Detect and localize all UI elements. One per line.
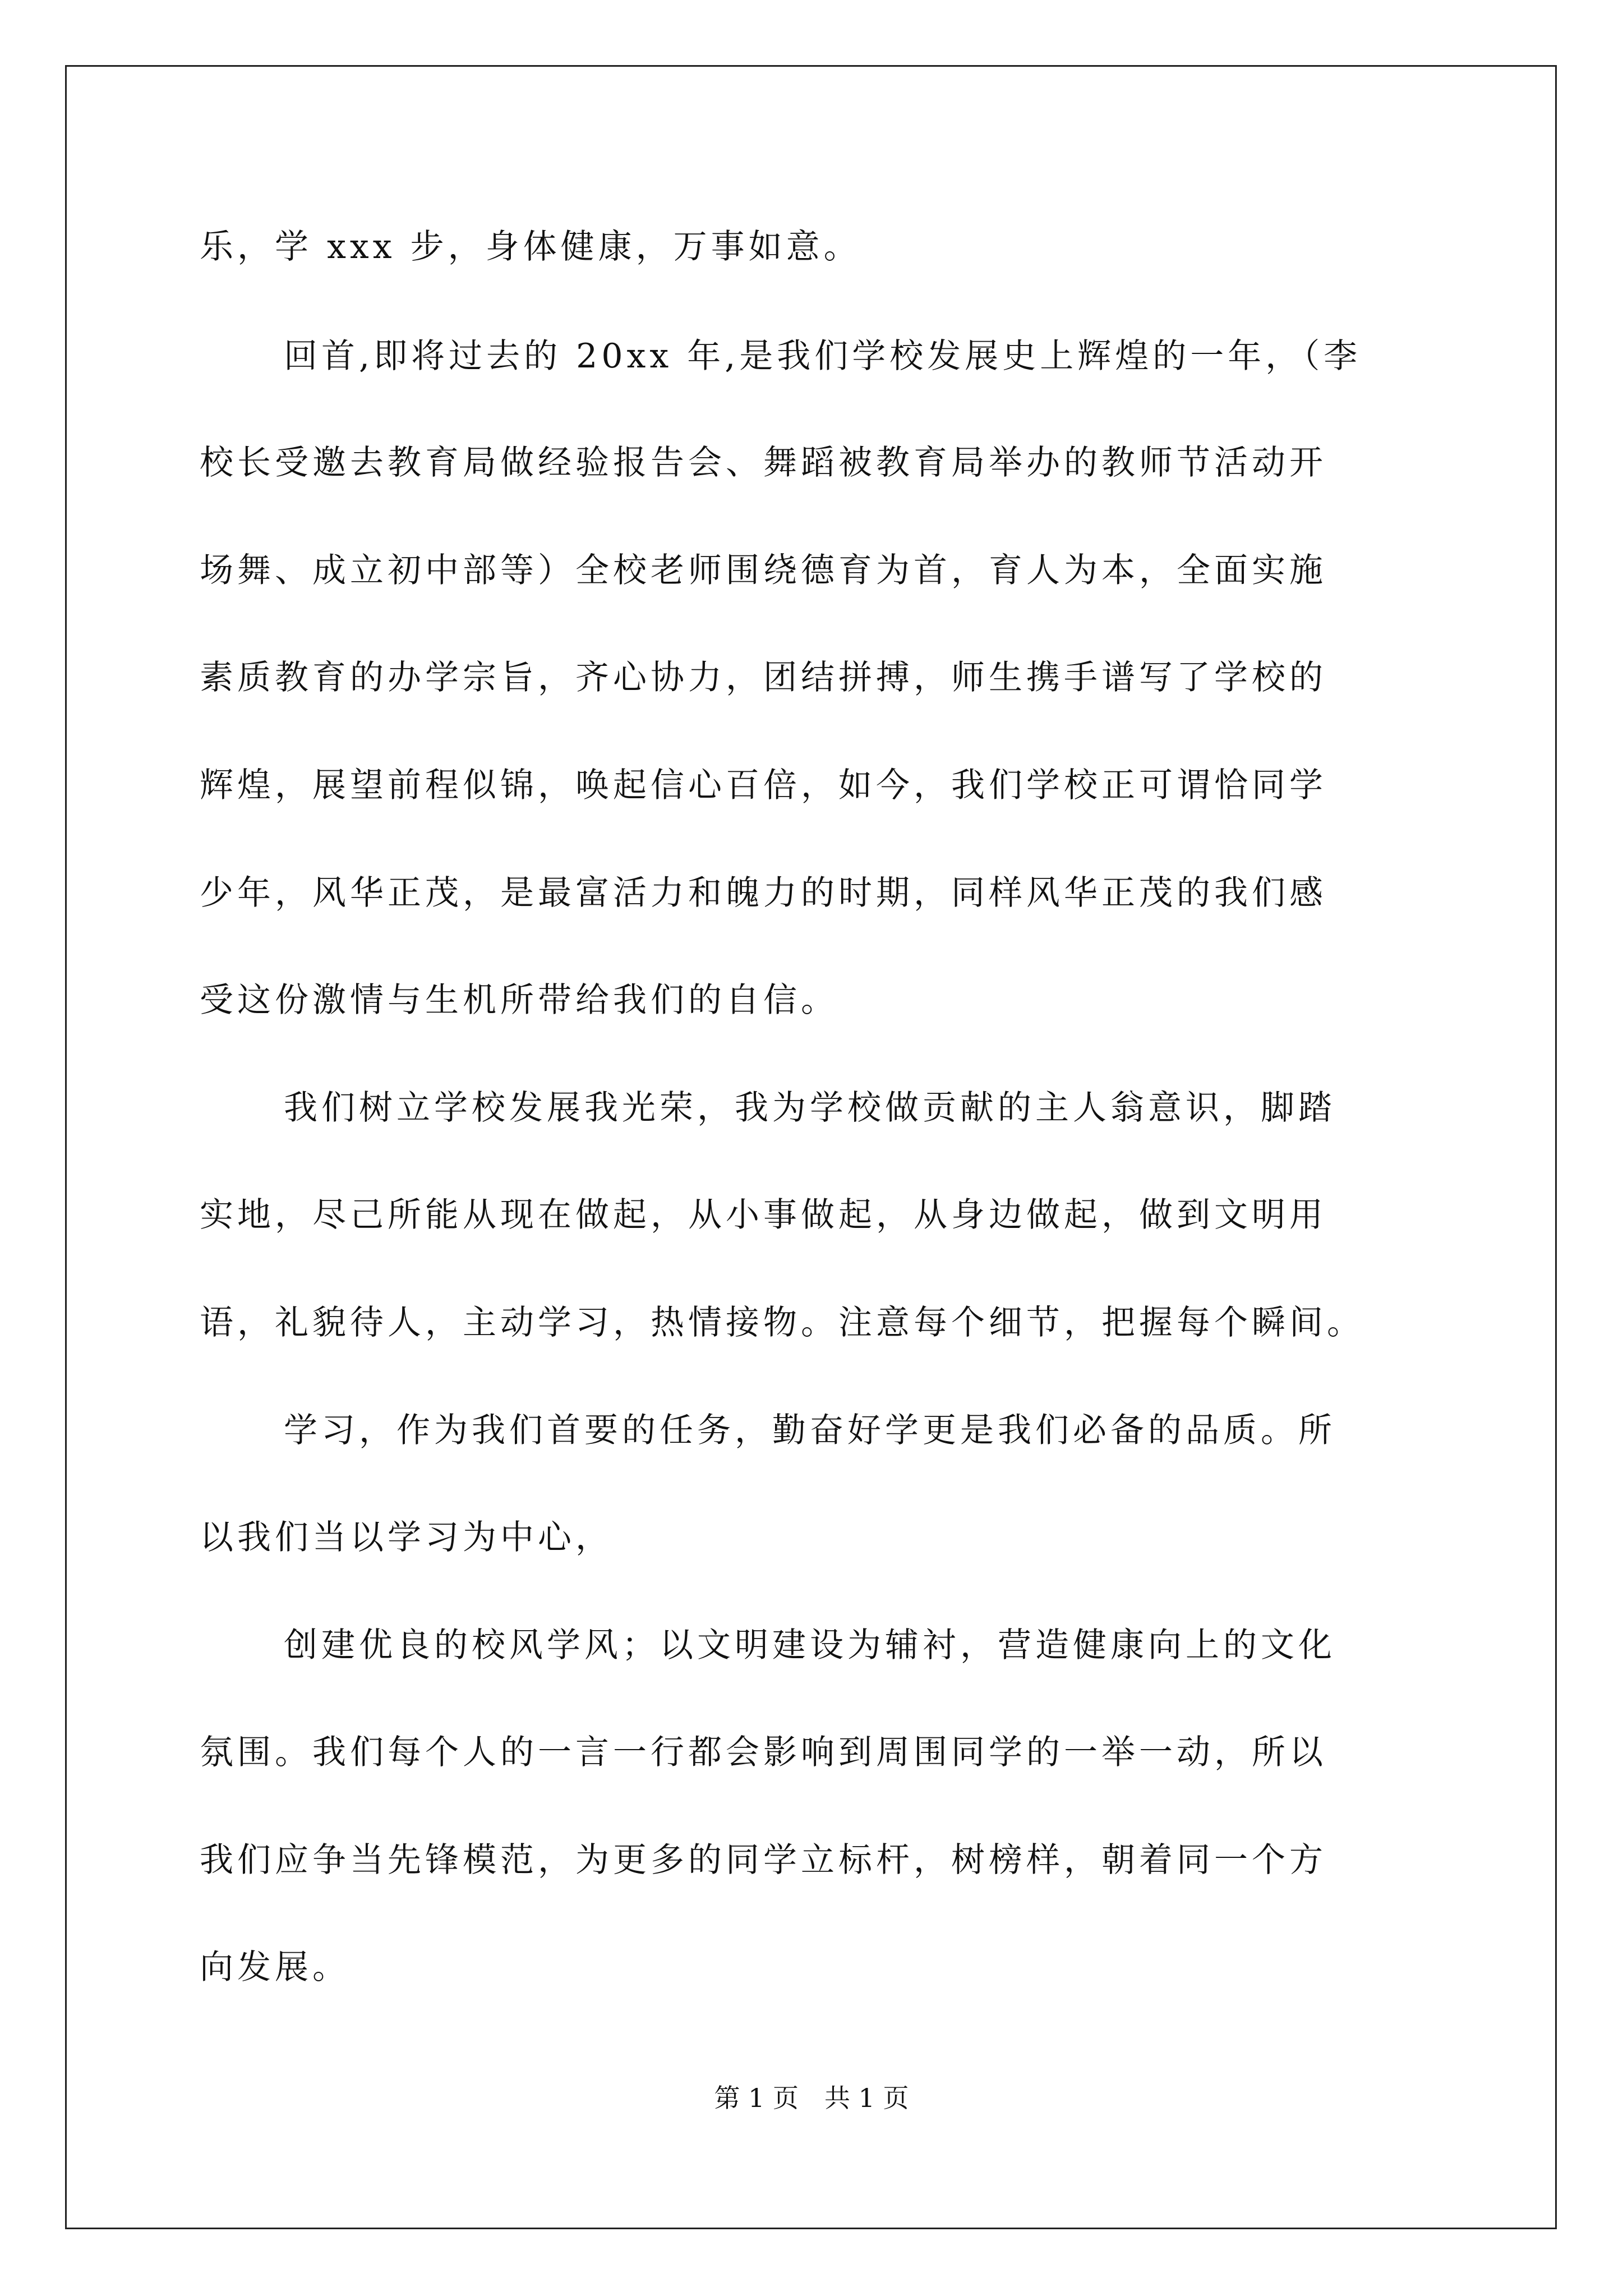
text-line-12: 学习，作为我们首要的任务，勤奋好学更是我们必备的品质。所 (284, 1411, 1336, 1450)
text-line-15: 氛围。我们每个人的一言一行都会影响到周围同学的一举一动，所以 (200, 1733, 1327, 1772)
text-line-14: 创建优良的校风学风；以文明建设为辅衬，营造健康向上的文化 (284, 1626, 1336, 1665)
text-line-13: 以我们当以学习为中心， (200, 1518, 613, 1557)
text-line-7: 少年，风华正茂，是最富活力和魄力的时期，同样风华正茂的我们感 (200, 873, 1327, 913)
text-line-10: 实地，尽己所能从现在做起，从小事做起，从身边做起，做到文明用 (200, 1195, 1327, 1235)
page-footer: 第 1 页 共 1 页 (714, 2083, 909, 2113)
text-line-1: 乐，学 xxx 步，身体健康，万事如意。 (200, 227, 861, 266)
text-line-9: 我们树立学校发展我光荣，我为学校做贡献的主人翁意识，脚踏 (284, 1088, 1336, 1128)
text-line-5: 素质教育的办学宗旨，齐心协力，团结拼搏，师生携手谱写了学校的 (200, 658, 1327, 697)
text-line-17: 向发展。 (200, 1948, 350, 1987)
text-line-4: 场舞、成立初中部等）全校老师围绕德育为首，育人为本，全面实施 (200, 551, 1327, 590)
text-line-11: 语，礼貌待人，主动学习，热情接物。注意每个细节，把握每个瞬间。 (200, 1303, 1364, 1342)
text-line-8: 受这份激情与生机所带给我们的自信。 (200, 981, 838, 1020)
text-line-3: 校长受邀去教育局做经验报告会、舞蹈被教育局举办的教师节活动开 (200, 443, 1327, 482)
page-border (65, 65, 1557, 2229)
text-line-2: 回首,即将过去的 20xx 年,是我们学校发展史上辉煌的一年，（李 (284, 337, 1362, 376)
text-line-6: 辉煌，展望前程似锦，唤起信心百倍，如今，我们学校正可谓恰同学 (200, 766, 1327, 805)
text-line-16: 我们应争当先锋模范，为更多的同学立标杆，树榜样，朝着同一个方 (200, 1841, 1327, 1880)
